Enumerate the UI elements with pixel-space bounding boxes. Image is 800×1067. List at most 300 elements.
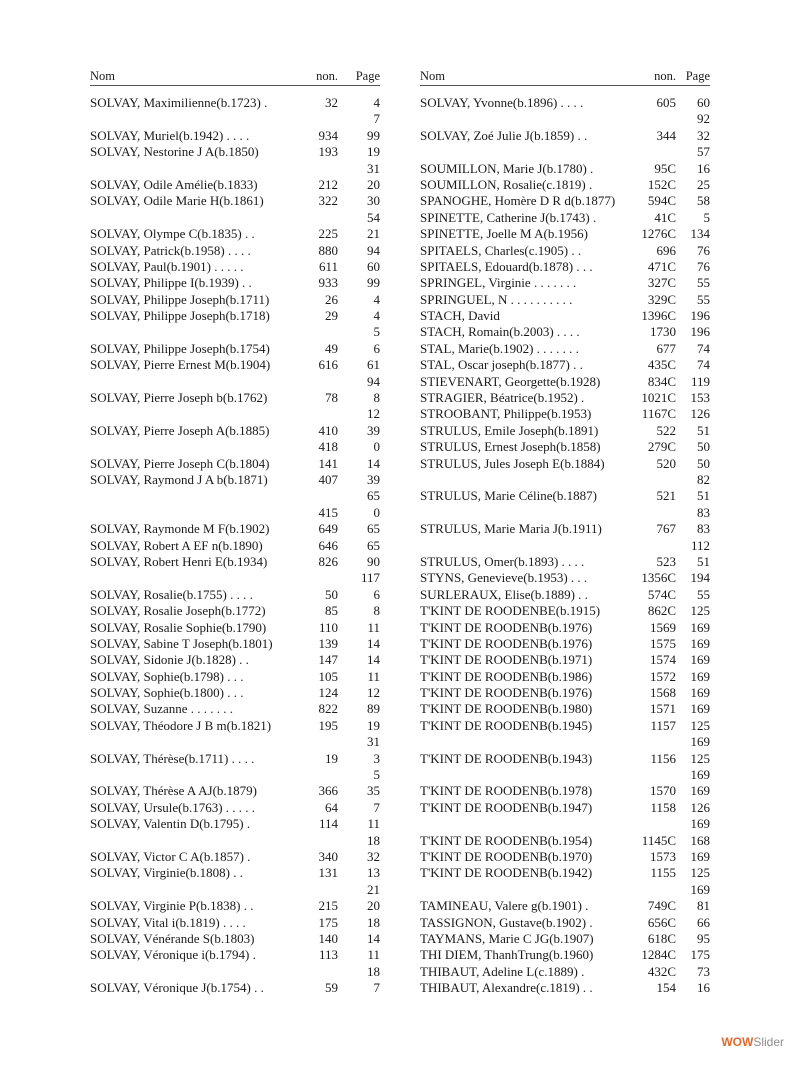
index-entry bbox=[420, 685, 710, 701]
entry-number: 85 bbox=[325, 603, 338, 619]
index-entry bbox=[90, 210, 380, 226]
index-rows bbox=[420, 95, 710, 996]
entry-name: T'KINT DE ROODENB(b.1954) bbox=[420, 832, 593, 848]
index-entry bbox=[90, 243, 380, 259]
entry-number: 1571 bbox=[650, 701, 676, 717]
entry-number: 523 bbox=[656, 553, 676, 569]
entry-name: SPRINGEL, Virginie . . . . . . . bbox=[420, 275, 577, 291]
index-entry bbox=[420, 587, 710, 603]
entry-page: 16 bbox=[697, 160, 710, 176]
entry-page: 11 bbox=[367, 947, 380, 963]
entry-page: 25 bbox=[697, 176, 710, 192]
index-entry bbox=[90, 193, 380, 209]
entry-name: T'KINT DE ROODENB(b.1945) bbox=[420, 717, 593, 733]
entry-name: SOLVAY, Olympe C(b.1835) . . bbox=[90, 226, 255, 242]
entry-page: 99 bbox=[367, 127, 380, 143]
entry-name: SOLVAY, Véronique J(b.1754) . . bbox=[90, 980, 264, 996]
entry-page: 153 bbox=[690, 390, 710, 406]
entry-page: 31 bbox=[367, 734, 380, 750]
entry-name: STRULUS, Marie Maria J(b.1911) bbox=[420, 521, 602, 537]
entry-page: 82 bbox=[697, 471, 710, 487]
entry-page: 11 bbox=[367, 816, 380, 832]
index-entry bbox=[90, 521, 380, 537]
index-entry bbox=[90, 456, 380, 472]
entry-number: 225 bbox=[318, 226, 338, 242]
entry-number: 110 bbox=[318, 619, 338, 635]
index-entry bbox=[90, 226, 380, 242]
entry-page: 169 bbox=[690, 668, 710, 684]
entry-name: SOLVAY, Victor C A(b.1857) . bbox=[90, 848, 251, 864]
entry-number: 933 bbox=[318, 275, 338, 291]
entry-page: 196 bbox=[690, 324, 710, 340]
index-entry bbox=[420, 161, 710, 177]
entry-number: 19 bbox=[325, 750, 338, 766]
entry-name: SPITAELS, Charles(c.1905) . . bbox=[420, 242, 582, 258]
entry-number: 522 bbox=[656, 422, 676, 438]
entry-page: 169 bbox=[690, 848, 710, 864]
entry-number: 616 bbox=[318, 357, 338, 373]
entry-page: 18 bbox=[367, 963, 380, 979]
entry-name: STRULUS, Jules Joseph E(b.1884) bbox=[420, 455, 605, 471]
entry-page: 54 bbox=[367, 209, 380, 225]
entry-number: 147 bbox=[318, 652, 338, 668]
entry-number: 410 bbox=[318, 422, 338, 438]
entry-number: 1396C bbox=[641, 308, 676, 324]
index-entry bbox=[420, 374, 710, 390]
index-entry bbox=[90, 488, 380, 504]
entry-page: 76 bbox=[697, 242, 710, 258]
entry-name: SOLVAY, Sidonie J(b.1828) . . bbox=[90, 652, 249, 668]
index-entry bbox=[90, 177, 380, 193]
entry-number: 677 bbox=[656, 340, 676, 356]
entry-page: 65 bbox=[367, 488, 380, 504]
entry-page: 20 bbox=[367, 898, 380, 914]
header-nom: Nom bbox=[90, 69, 115, 83]
entry-number: 605 bbox=[656, 95, 676, 110]
entry-name: STAL, Oscar joseph(b.1877) . . bbox=[420, 357, 583, 373]
entry-name: T'KINT DE ROODENB(b.1971) bbox=[420, 652, 593, 668]
entry-page: 65 bbox=[367, 537, 380, 553]
index-entry bbox=[420, 915, 710, 931]
entry-page: 20 bbox=[367, 176, 380, 192]
entry-number: 415 bbox=[318, 504, 338, 520]
entry-page: 21 bbox=[367, 226, 380, 242]
entry-page: 169 bbox=[690, 783, 710, 799]
entry-number: 407 bbox=[318, 471, 338, 487]
entry-page: 14 bbox=[367, 635, 380, 651]
index-entry bbox=[420, 423, 710, 439]
entry-name: SOLVAY, Maximilienne(b.1723) . bbox=[90, 95, 268, 110]
index-entry bbox=[420, 554, 710, 570]
index-entry bbox=[420, 652, 710, 668]
index-entry bbox=[90, 570, 380, 586]
index-entry bbox=[420, 456, 710, 472]
entry-page: 21 bbox=[367, 881, 380, 897]
index-entry bbox=[90, 652, 380, 668]
entry-name: SOLVAY, Virginie P(b.1838) . . bbox=[90, 898, 254, 914]
entry-name: SOLVAY, Sophie(b.1798) . . . bbox=[90, 668, 244, 684]
entry-name: T'KINT DE ROODENBE(b.1915) bbox=[420, 603, 601, 619]
entry-page: 81 bbox=[697, 898, 710, 914]
entry-page: 5 bbox=[373, 767, 380, 783]
entry-name: SOLVAY, Véronique i(b.1794) . bbox=[90, 947, 256, 963]
entry-page: 35 bbox=[367, 783, 380, 799]
index-entry bbox=[90, 275, 380, 291]
entry-number: 113 bbox=[318, 947, 338, 963]
entry-number: 1157 bbox=[650, 717, 676, 733]
entry-number: 141 bbox=[318, 455, 338, 471]
entry-number: 139 bbox=[318, 635, 338, 651]
entry-name: SOLVAY, Pierre Joseph A(b.1885) bbox=[90, 422, 270, 438]
entry-page: 11 bbox=[367, 668, 380, 684]
entry-page: 169 bbox=[690, 816, 710, 832]
entry-page: 4 bbox=[373, 291, 380, 307]
entry-name: STRAGIER, Béatrice(b.1952) . bbox=[420, 390, 585, 406]
entry-page: 13 bbox=[367, 865, 380, 881]
entry-page: 169 bbox=[690, 881, 710, 897]
entry-page: 6 bbox=[373, 340, 380, 356]
index-entry bbox=[90, 144, 380, 160]
entry-name: SOLVAY, Raymond J A b(b.1871) bbox=[90, 471, 268, 487]
entry-page: 169 bbox=[690, 685, 710, 701]
entry-number: 29 bbox=[325, 308, 338, 324]
entry-page: 175 bbox=[690, 947, 710, 963]
entry-page: 8 bbox=[373, 603, 380, 619]
index-entry bbox=[90, 783, 380, 799]
entry-number: 749C bbox=[647, 898, 676, 914]
index-entry bbox=[420, 275, 710, 291]
index-entry bbox=[90, 538, 380, 554]
header-page: Page bbox=[685, 69, 710, 83]
header-page: Page bbox=[355, 69, 380, 83]
entry-name: SOLVAY, Robert Henri E(b.1934) bbox=[90, 553, 268, 569]
entry-page: 0 bbox=[373, 439, 380, 455]
entry-name: SOLVAY, Ursule(b.1763) . . . . . bbox=[90, 799, 256, 815]
index-entry bbox=[90, 406, 380, 422]
entry-name: THI DIEM, ThanhTrung(b.1960) bbox=[420, 947, 594, 963]
entry-page: 125 bbox=[690, 603, 710, 619]
entry-name: T'KINT DE ROODENB(b.1970) bbox=[420, 848, 593, 864]
entry-number: 105 bbox=[318, 668, 338, 684]
index-entry bbox=[420, 980, 710, 996]
entry-page: 95 bbox=[697, 930, 710, 946]
entry-number: 862C bbox=[647, 603, 676, 619]
entry-name: TASSIGNON, Gustave(b.1902) . bbox=[420, 914, 593, 930]
entry-page: 83 bbox=[697, 521, 710, 537]
entry-page: 169 bbox=[690, 619, 710, 635]
entry-page: 16 bbox=[697, 980, 710, 996]
entry-number: 366 bbox=[318, 783, 338, 799]
index-entry bbox=[90, 718, 380, 734]
index-entry bbox=[420, 882, 710, 898]
index-entry bbox=[90, 800, 380, 816]
entry-page: 134 bbox=[690, 226, 710, 242]
index-entry bbox=[420, 243, 710, 259]
entry-name: THIBAUT, Alexandre(c.1819) . . bbox=[420, 980, 593, 996]
entry-page: 57 bbox=[697, 144, 710, 160]
index-entry bbox=[420, 833, 710, 849]
index-entry bbox=[90, 865, 380, 881]
index-entry bbox=[420, 964, 710, 980]
entry-number: 327C bbox=[647, 275, 676, 291]
entry-number: 934 bbox=[318, 127, 338, 143]
index-entry bbox=[90, 324, 380, 340]
entry-name: SOLVAY, Sabine T Joseph(b.1801) bbox=[90, 635, 273, 651]
index-entry bbox=[90, 472, 380, 488]
entry-number: 520 bbox=[656, 455, 676, 471]
entry-number: 78 bbox=[325, 390, 338, 406]
header-non: non. bbox=[654, 69, 676, 83]
entry-number: 131 bbox=[318, 865, 338, 881]
index-entry bbox=[420, 472, 710, 488]
index-entry bbox=[90, 947, 380, 963]
index-entry bbox=[420, 734, 710, 750]
entry-page: 19 bbox=[367, 144, 380, 160]
entry-name: SOLVAY, Robert A EF n(b.1890) bbox=[90, 537, 263, 553]
index-entry bbox=[420, 538, 710, 554]
entry-number: 1276C bbox=[641, 226, 676, 242]
entry-name: SOLVAY, Philippe I(b.1939) . . bbox=[90, 275, 252, 291]
index-entry bbox=[420, 341, 710, 357]
entry-name: SOLVAY, Rosalie(b.1755) . . . . bbox=[90, 586, 253, 602]
index-entry bbox=[90, 111, 380, 127]
index-entry bbox=[90, 423, 380, 439]
entry-page: 169 bbox=[690, 652, 710, 668]
entry-page: 3 bbox=[373, 750, 380, 766]
index-entry bbox=[90, 816, 380, 832]
entry-page: 126 bbox=[690, 406, 710, 422]
index-entry bbox=[90, 439, 380, 455]
entry-number: 767 bbox=[656, 521, 676, 537]
entry-name: SOLVAY, Sophie(b.1800) . . . bbox=[90, 685, 244, 701]
entry-name: SOLVAY, Philippe Joseph(b.1718) bbox=[90, 308, 270, 324]
entry-page: 76 bbox=[697, 258, 710, 274]
entry-number: 340 bbox=[318, 848, 338, 864]
index-entry bbox=[90, 341, 380, 357]
entry-page: 14 bbox=[367, 652, 380, 668]
entry-name: SPRINGUEL, N . . . . . . . . . . bbox=[420, 291, 573, 307]
entry-number: 880 bbox=[318, 242, 338, 258]
index-entry bbox=[90, 292, 380, 308]
entry-page: 112 bbox=[690, 537, 710, 553]
index-entry bbox=[420, 783, 710, 799]
index-entry bbox=[420, 669, 710, 685]
entry-number: 1573 bbox=[650, 848, 676, 864]
index-entry bbox=[90, 882, 380, 898]
entry-name: STRULUS, Ernest Joseph(b.1858) bbox=[420, 439, 601, 455]
index-entry bbox=[90, 701, 380, 717]
entry-name: SOLVAY, Zoé Julie J(b.1859) . . bbox=[420, 127, 588, 143]
entry-number: 193 bbox=[318, 144, 338, 160]
entry-name: SOLVAY, Valentin D(b.1795) . bbox=[90, 816, 251, 832]
entry-name: STRULUS, Omer(b.1893) . . . . bbox=[420, 553, 585, 569]
entry-number: 154 bbox=[656, 980, 676, 996]
index-entry bbox=[90, 915, 380, 931]
index-entry bbox=[420, 406, 710, 422]
entry-number: 41C bbox=[654, 209, 676, 225]
index-entry bbox=[90, 620, 380, 636]
entry-number: 95C bbox=[654, 160, 676, 176]
entry-name: T'KINT DE ROODENB(b.1976) bbox=[420, 635, 593, 651]
index-entry bbox=[420, 931, 710, 947]
entry-number: 826 bbox=[318, 553, 338, 569]
index-entry bbox=[420, 324, 710, 340]
entry-name: SOLVAY, Yvonne(b.1896) . . . . bbox=[420, 95, 584, 110]
entry-number: 435C bbox=[647, 357, 676, 373]
entry-name: SOLVAY, Odile Marie H(b.1861) bbox=[90, 193, 264, 209]
index-entry bbox=[420, 259, 710, 275]
entry-page: 32 bbox=[367, 848, 380, 864]
entry-name: SOLVAY, Suzanne . . . . . . . bbox=[90, 701, 234, 717]
entry-name: STROOBANT, Philippe(b.1953) bbox=[420, 406, 592, 422]
entry-number: 1575 bbox=[650, 635, 676, 651]
entry-page: 66 bbox=[697, 914, 710, 930]
entry-page: 11 bbox=[367, 619, 380, 635]
entry-number: 521 bbox=[656, 488, 676, 504]
entry-page: 51 bbox=[697, 488, 710, 504]
entry-page: 125 bbox=[690, 865, 710, 881]
entry-number: 32 bbox=[325, 95, 338, 110]
entry-number: 212 bbox=[318, 176, 338, 192]
entry-number: 432C bbox=[647, 963, 676, 979]
entry-page: 196 bbox=[690, 308, 710, 324]
entry-name: T'KINT DE ROODENB(b.1947) bbox=[420, 799, 593, 815]
index-entry bbox=[90, 669, 380, 685]
index-entry bbox=[90, 259, 380, 275]
index-entry bbox=[420, 144, 710, 160]
entry-number: 124 bbox=[318, 685, 338, 701]
index-entry bbox=[420, 865, 710, 881]
entry-name: SOLVAY, Théodore J B m(b.1821) bbox=[90, 717, 272, 733]
index-entry bbox=[90, 603, 380, 619]
index-entry bbox=[90, 751, 380, 767]
index-entry bbox=[420, 505, 710, 521]
index-entry bbox=[420, 701, 710, 717]
entry-name: SOLVAY, Pierre Ernest M(b.1904) bbox=[90, 357, 271, 373]
entry-number: 1156 bbox=[650, 750, 676, 766]
entry-name: STYNS, Genevieve(b.1953) . . . bbox=[420, 570, 588, 586]
index-entry bbox=[420, 718, 710, 734]
index-entry bbox=[420, 177, 710, 193]
entry-name: SPINETTE, Catherine J(b.1743) . bbox=[420, 209, 597, 225]
index-entry bbox=[420, 751, 710, 767]
header-non: non. bbox=[316, 69, 338, 83]
index-entry bbox=[420, 816, 710, 832]
entry-page: 61 bbox=[367, 357, 380, 373]
index-entry bbox=[90, 898, 380, 914]
entry-number: 344 bbox=[656, 127, 676, 143]
index-entry bbox=[90, 587, 380, 603]
index-entry bbox=[420, 226, 710, 242]
entry-number: 611 bbox=[318, 258, 338, 274]
entry-number: 1569 bbox=[650, 619, 676, 635]
index-entry bbox=[420, 357, 710, 373]
index-entry bbox=[420, 603, 710, 619]
entry-page: 169 bbox=[690, 734, 710, 750]
entry-number: 418 bbox=[318, 439, 338, 455]
entry-page: 94 bbox=[367, 242, 380, 258]
entry-name: SOLVAY, Nestorine J A(b.1850) bbox=[90, 144, 259, 160]
entry-page: 126 bbox=[690, 799, 710, 815]
entry-number: 1145C bbox=[641, 832, 676, 848]
entry-number: 834C bbox=[647, 373, 676, 389]
index-entry bbox=[90, 931, 380, 947]
wowslider-watermark bbox=[721, 1035, 784, 1049]
entry-page: 169 bbox=[690, 701, 710, 717]
entry-page: 12 bbox=[367, 406, 380, 422]
entry-page: 125 bbox=[690, 750, 710, 766]
index-entry bbox=[90, 636, 380, 652]
entry-name: SOLVAY, Vénérande S(b.1803) bbox=[90, 930, 255, 946]
entry-page: 14 bbox=[367, 455, 380, 471]
watermark-part1: WOW bbox=[721, 1035, 754, 1049]
entry-name: SOUMILLON, Rosalie(c.1819) . bbox=[420, 176, 593, 192]
entry-page: 73 bbox=[697, 963, 710, 979]
entry-page: 7 bbox=[373, 111, 380, 127]
index-entry bbox=[420, 849, 710, 865]
entry-page: 55 bbox=[697, 291, 710, 307]
index-entry bbox=[90, 308, 380, 324]
index-rows bbox=[90, 95, 380, 996]
entry-page: 51 bbox=[697, 553, 710, 569]
entry-page: 119 bbox=[690, 373, 710, 389]
index-entry bbox=[420, 570, 710, 586]
index-entry bbox=[90, 980, 380, 996]
entry-name: T'KINT DE ROODENB(b.1976) bbox=[420, 619, 593, 635]
entry-number: 471C bbox=[647, 258, 676, 274]
index-entry bbox=[420, 521, 710, 537]
index-entry bbox=[90, 161, 380, 177]
entry-page: 18 bbox=[367, 832, 380, 848]
entry-page: 5 bbox=[703, 209, 710, 225]
entry-name: SOLVAY, Pierre Joseph C(b.1804) bbox=[90, 455, 270, 471]
index-entry bbox=[90, 128, 380, 144]
entry-page: 169 bbox=[690, 767, 710, 783]
entry-number: 329C bbox=[647, 291, 676, 307]
entry-number: 1158 bbox=[650, 799, 676, 815]
entry-page: 168 bbox=[690, 832, 710, 848]
entry-page: 39 bbox=[367, 471, 380, 487]
entry-page: 7 bbox=[373, 799, 380, 815]
entry-name: SPANOGHE, Homère D R d(b.1877) bbox=[420, 193, 616, 209]
entry-number: 64 bbox=[325, 799, 338, 815]
entry-number: 215 bbox=[318, 898, 338, 914]
entry-name: SOLVAY, Pierre Joseph b(b.1762) bbox=[90, 390, 268, 406]
entry-number: 195 bbox=[318, 717, 338, 733]
index-entry bbox=[90, 95, 380, 111]
entry-number: 1570 bbox=[650, 783, 676, 799]
index-entry bbox=[420, 292, 710, 308]
entry-name: SPITAELS, Edouard(b.1878) . . . bbox=[420, 258, 593, 274]
index-entry bbox=[90, 833, 380, 849]
entry-page: 99 bbox=[367, 275, 380, 291]
entry-name: STIEVENART, Georgette(b.1928) bbox=[420, 373, 601, 389]
entry-number: 26 bbox=[325, 291, 338, 307]
index-entry bbox=[420, 439, 710, 455]
entry-page: 65 bbox=[367, 521, 380, 537]
entry-number: 649 bbox=[318, 521, 338, 537]
entry-page: 74 bbox=[697, 357, 710, 373]
entry-page: 94 bbox=[367, 373, 380, 389]
entry-number: 1730 bbox=[650, 324, 676, 340]
index-entry bbox=[90, 505, 380, 521]
entry-number: 618C bbox=[647, 930, 676, 946]
entry-name: SOLVAY, Muriel(b.1942) . . . . bbox=[90, 127, 250, 143]
index-entry bbox=[420, 620, 710, 636]
column-header bbox=[90, 68, 380, 86]
entry-number: 1568 bbox=[650, 685, 676, 701]
index-entry bbox=[420, 111, 710, 127]
